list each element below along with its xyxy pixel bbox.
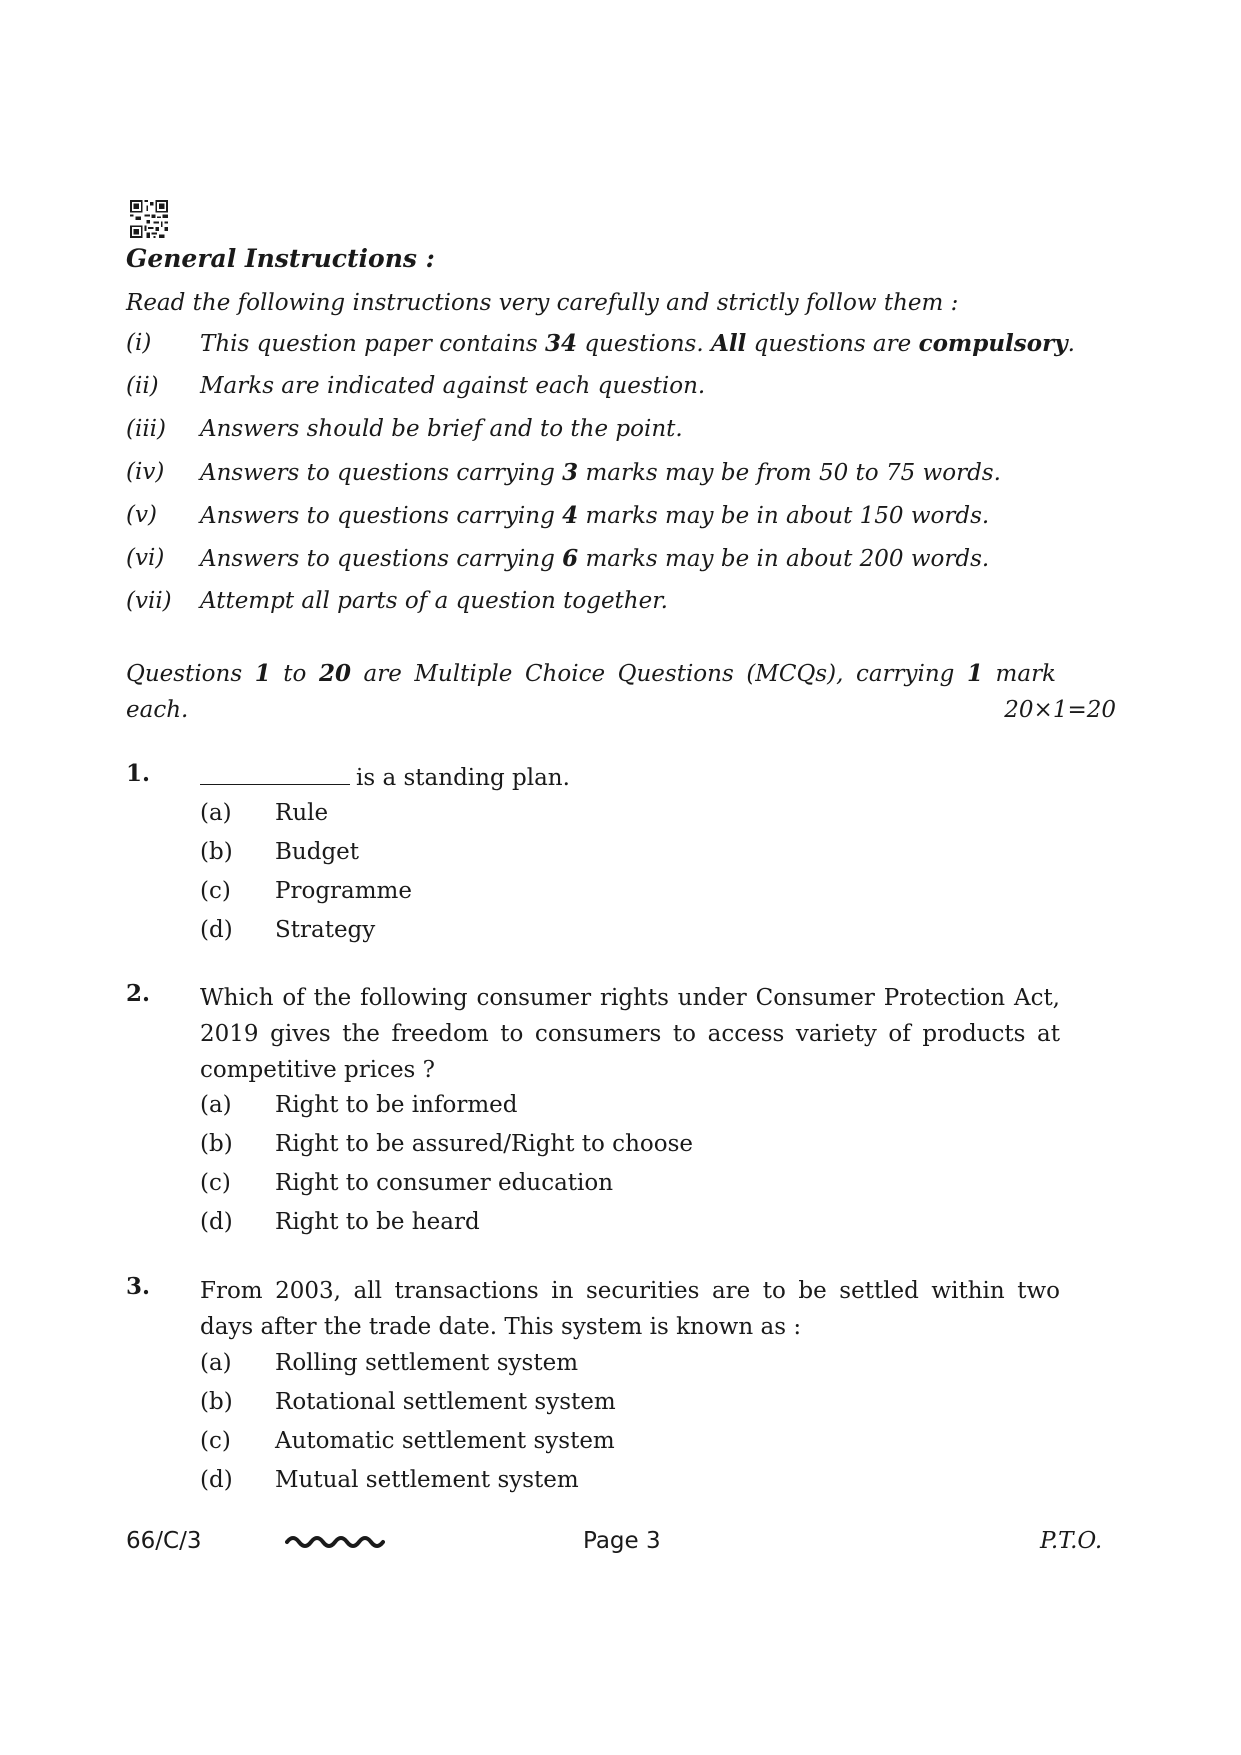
option-label: (c) bbox=[200, 1428, 231, 1454]
option-text: Rotational settlement system bbox=[275, 1389, 616, 1415]
option-label: (c) bbox=[200, 1170, 231, 1196]
instruction-item bbox=[126, 502, 1066, 532]
option-text: Right to be assured/Right to choose bbox=[275, 1131, 693, 1157]
question-number: 2. bbox=[126, 980, 151, 1007]
paper-code: 66/C/3 bbox=[126, 1528, 202, 1554]
option-text: Mutual settlement system bbox=[275, 1467, 579, 1493]
emphasis-text: 34 bbox=[545, 330, 578, 357]
instruction-number: (vi) bbox=[126, 545, 165, 571]
instruction-number: (iii) bbox=[126, 416, 167, 442]
option-label: (b) bbox=[200, 1389, 233, 1415]
text-run: mark bbox=[982, 661, 1056, 687]
question-text-content: Which of the following consumer rights under Consumer Protection Act, 2019 gives the freedom to consumers to access variety of products at competitive prices ? bbox=[200, 985, 1060, 1083]
question-text bbox=[200, 980, 1060, 1088]
text-run: Answers to questions carrying bbox=[200, 460, 563, 486]
emphasis-text: 1 bbox=[966, 660, 983, 687]
emphasis-text: compulsory bbox=[918, 330, 1068, 357]
please-turn-over: P.T.O. bbox=[1040, 1528, 1103, 1554]
text-run: Attempt all parts of a question together. bbox=[200, 588, 668, 614]
option-text: Right to consumer education bbox=[275, 1170, 614, 1196]
page-number: Page 3 bbox=[583, 1528, 661, 1554]
instruction-text bbox=[200, 373, 705, 399]
text-run: Answers to questions carrying bbox=[200, 546, 563, 572]
question-text bbox=[200, 1273, 1060, 1345]
option-text: Rule bbox=[275, 800, 329, 826]
option-label: (a) bbox=[200, 800, 232, 826]
emphasis-text: 20 bbox=[318, 660, 351, 687]
instruction-text bbox=[200, 330, 1075, 357]
option-text: Right to be heard bbox=[275, 1209, 480, 1235]
emphasis-text: 3 bbox=[562, 459, 579, 486]
text-run: marks may be in about 150 words. bbox=[578, 503, 990, 529]
instruction-number: (i) bbox=[126, 330, 152, 356]
fill-in-blank bbox=[200, 762, 350, 785]
option-label: (a) bbox=[200, 1350, 232, 1376]
instruction-text bbox=[200, 416, 683, 442]
text-run: marks may be in about 200 words. bbox=[578, 546, 990, 572]
text-run: Answers to questions carrying bbox=[200, 503, 563, 529]
instruction-text bbox=[200, 545, 989, 572]
option-text: Right to be informed bbox=[275, 1092, 518, 1118]
text-run: . bbox=[1067, 331, 1075, 357]
emphasis-text: All bbox=[710, 330, 747, 357]
text-run: are Multiple Choice Questions (MCQs), carrying bbox=[350, 661, 967, 687]
option-label: (b) bbox=[200, 839, 233, 865]
option-label: (a) bbox=[200, 1092, 232, 1118]
text-run: questions. bbox=[577, 331, 711, 357]
instruction-number: (vii) bbox=[126, 588, 172, 614]
question-text bbox=[200, 760, 1060, 796]
text-run: Answers should be brief and to the point. bbox=[200, 416, 683, 442]
option-label: (d) bbox=[200, 1209, 233, 1235]
option-text: Rolling settlement system bbox=[275, 1350, 578, 1376]
instruction-text bbox=[200, 502, 989, 529]
option-text: Automatic settlement system bbox=[275, 1428, 615, 1454]
mcq-note-line2 bbox=[126, 697, 1116, 723]
option-label: (b) bbox=[200, 1131, 233, 1157]
option-label: (c) bbox=[200, 878, 231, 904]
text-run: to bbox=[270, 661, 319, 687]
emphasis-text: 1 bbox=[254, 660, 271, 687]
instruction-text bbox=[200, 588, 668, 614]
emphasis-text: 4 bbox=[562, 502, 579, 529]
instruction-number: (iv) bbox=[126, 459, 165, 485]
question-text-content: From 2003, all transactions in securities are to be settled within two days after the trade date. This system is known as : bbox=[200, 1278, 1060, 1340]
question-text-content: is a standing plan. bbox=[356, 765, 570, 791]
general-instructions-heading: General Instructions : bbox=[126, 244, 435, 273]
question-number: 3. bbox=[126, 1273, 151, 1300]
instruction-number: (ii) bbox=[126, 373, 159, 399]
qr-code-icon bbox=[130, 200, 168, 238]
instruction-item bbox=[126, 330, 1075, 360]
question-number: 1. bbox=[126, 760, 151, 787]
option-text: Strategy bbox=[275, 917, 376, 943]
instruction-item bbox=[126, 416, 1066, 446]
instruction-item bbox=[126, 545, 1066, 575]
option-label: (d) bbox=[200, 1467, 233, 1493]
emphasis-text: 6 bbox=[562, 545, 579, 572]
text-run: marks may be from 50 to 75 words. bbox=[578, 460, 1001, 486]
wave-ornament-icon bbox=[285, 1532, 385, 1550]
mcq-note-each: each. bbox=[126, 697, 189, 723]
instruction-item bbox=[126, 459, 1066, 489]
option-label: (d) bbox=[200, 917, 233, 943]
instruction-text bbox=[200, 459, 1001, 486]
text-run: Marks are indicated against each question. bbox=[200, 373, 706, 399]
option-text: Budget bbox=[275, 839, 360, 865]
instructions-intro: Read the following instructions very carefully and strictly follow them : bbox=[126, 290, 959, 316]
option-text: Programme bbox=[275, 878, 412, 904]
section-marks: 20×1=20 bbox=[1004, 697, 1116, 723]
text-run: This question paper contains bbox=[200, 331, 545, 357]
mcq-note bbox=[126, 660, 1056, 687]
text-run: questions are bbox=[746, 331, 919, 357]
instruction-item bbox=[126, 588, 1066, 618]
text-run: Questions bbox=[126, 661, 255, 687]
instruction-item bbox=[126, 373, 1066, 403]
instruction-number: (v) bbox=[126, 502, 157, 528]
